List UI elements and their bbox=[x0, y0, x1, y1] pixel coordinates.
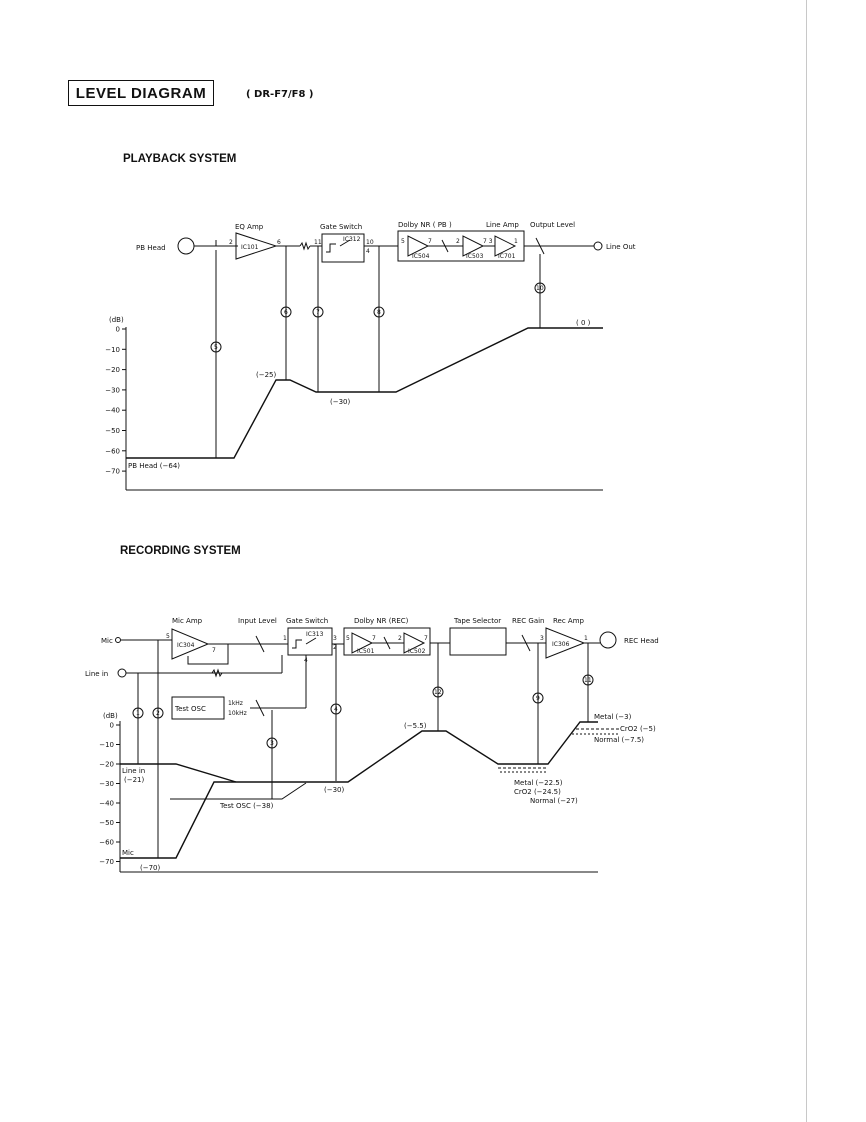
level-label-line-in-value: (−21) bbox=[124, 776, 145, 784]
test-osc-label: Test OSC bbox=[175, 705, 206, 713]
axis-tick-label: −30 bbox=[105, 386, 120, 395]
level-label-test-osc: Test OSC (−38) bbox=[220, 802, 274, 810]
level-label-dolby: (−5.5) bbox=[404, 722, 427, 730]
tape-selector-box bbox=[450, 628, 506, 655]
pin-label: 7 bbox=[372, 635, 376, 642]
pb-head-icon bbox=[178, 238, 194, 254]
pin-label: 2 bbox=[229, 239, 233, 246]
marker-label: 6 bbox=[284, 309, 288, 316]
level-label-mic-value: (−70) bbox=[140, 864, 161, 872]
rec-dolby-label: Dolby NR (REC) bbox=[354, 617, 409, 625]
recording-block-diagram bbox=[85, 617, 659, 719]
pin-label: 7 3 bbox=[483, 238, 493, 245]
marker-label: 1 bbox=[136, 710, 140, 717]
level-label-cro2-head: CrO2 (−5) bbox=[620, 725, 656, 733]
pb-head-label: PB Head bbox=[136, 244, 166, 252]
pin-label: 5 bbox=[166, 633, 170, 640]
level-label-line-in: Line in bbox=[122, 767, 146, 775]
level-label-mic: Mic bbox=[122, 849, 134, 857]
resistor-icon bbox=[300, 243, 310, 249]
rec-gain-label: REC Gain bbox=[512, 617, 545, 625]
playback-block-diagram bbox=[136, 221, 636, 262]
pin-label: 10 bbox=[366, 239, 374, 246]
tape-selector-label: Tape Selector bbox=[454, 617, 502, 625]
level-label-eq: (−25) bbox=[256, 371, 277, 379]
test-osc-level-curve bbox=[170, 783, 306, 799]
pin-label: 5 bbox=[401, 238, 405, 245]
marker-label: 4 bbox=[334, 706, 338, 713]
axis-tick-label: −20 bbox=[99, 760, 114, 769]
pin-label: 1 bbox=[584, 635, 588, 642]
mic-label: Mic bbox=[101, 637, 113, 645]
ic503-label: IC503 bbox=[466, 253, 484, 260]
playback-level-curve bbox=[126, 328, 603, 458]
axis-tick-label: −60 bbox=[105, 447, 120, 456]
pin-label: 7 bbox=[428, 238, 432, 245]
level-label-normal-head: Normal (−7.5) bbox=[594, 736, 645, 744]
axis-tick-label: −10 bbox=[105, 345, 120, 354]
rec-amp-label: Rec Amp bbox=[553, 617, 584, 625]
switch-icon bbox=[292, 638, 316, 648]
line-in-label: Line in bbox=[85, 670, 109, 678]
ic304-label: IC304 bbox=[177, 642, 195, 649]
ic701-label: IC701 bbox=[498, 253, 516, 260]
pin-label: 2 bbox=[333, 644, 337, 651]
marker-label: 5 bbox=[214, 344, 218, 351]
pin-label: 4 bbox=[366, 248, 370, 255]
line-out-jack-icon bbox=[594, 242, 602, 250]
level-label-mid: (−30) bbox=[330, 398, 351, 406]
level-label-metal-head: Metal (−3) bbox=[594, 713, 632, 721]
pin-label: 1 bbox=[514, 238, 518, 245]
pin-label: 3 bbox=[333, 635, 337, 642]
playback-heading: PLAYBACK SYSTEM bbox=[123, 153, 237, 165]
line-amp-label: Line Amp bbox=[486, 221, 519, 229]
osc-1k-label: 1kHz bbox=[228, 700, 243, 707]
rec-gate-switch-label: Gate Switch bbox=[286, 617, 329, 625]
axis-tick-label: −70 bbox=[99, 858, 114, 866]
line-in-jack-icon bbox=[118, 669, 126, 677]
marker-label: 11 bbox=[584, 677, 592, 684]
marker-label: 9 bbox=[536, 695, 540, 702]
axis-tick-label: −20 bbox=[105, 366, 120, 375]
axis-tick-label: −10 bbox=[99, 741, 114, 749]
pin-label: 3 bbox=[540, 635, 544, 642]
pin-label: 1 bbox=[283, 635, 287, 642]
pin-label: 2 bbox=[456, 238, 460, 245]
eq-amp-label: EQ Amp bbox=[235, 223, 264, 231]
marker-label: 2 bbox=[156, 710, 160, 717]
model-number: ( DR-F7/F8 ) bbox=[246, 89, 314, 100]
axis-tick-label: −40 bbox=[105, 406, 120, 415]
pin-label: 6 bbox=[277, 239, 281, 246]
marker-label: 8 bbox=[377, 309, 381, 316]
recording-heading: RECORDING SYSTEM bbox=[120, 545, 241, 557]
pin-label: 2 bbox=[398, 635, 402, 642]
marker-label: 3 bbox=[270, 740, 274, 747]
ic101-label: IC101 bbox=[241, 244, 259, 251]
axis-tick-label: 0 bbox=[109, 721, 114, 730]
level-label-metal-tape: Metal (−22.5) bbox=[514, 779, 563, 787]
axis-tick-label: −60 bbox=[99, 838, 114, 847]
osc-10k-label: 10kHz bbox=[228, 710, 247, 717]
rec-head-icon bbox=[600, 632, 616, 648]
axis-unit: (dB) bbox=[103, 712, 118, 720]
output-level-label: Output Level bbox=[530, 221, 576, 229]
axis-tick-label: −30 bbox=[99, 780, 114, 788]
pin-label: 4 bbox=[304, 657, 308, 664]
page-title: LEVEL DIAGRAM bbox=[68, 80, 214, 106]
switch-icon bbox=[326, 240, 350, 252]
axis-tick-label: 0 bbox=[115, 325, 120, 334]
line-out-label: Line Out bbox=[606, 243, 636, 251]
pin-label: 5 bbox=[346, 635, 350, 642]
axis-tick-label: −70 bbox=[105, 467, 120, 476]
pb-dolby-label: Dolby NR ( PB ) bbox=[398, 221, 452, 229]
marker-label: 7 bbox=[316, 309, 320, 316]
ic504-label: IC504 bbox=[412, 253, 430, 260]
pb-gate-switch-label: Gate Switch bbox=[320, 223, 363, 231]
marker-label: 10 bbox=[536, 285, 544, 292]
level-label-pb-head: PB Head (−64) bbox=[128, 462, 181, 470]
pin-label: 7 bbox=[424, 635, 428, 642]
playback-measure-points bbox=[211, 246, 545, 458]
axis-unit: (dB) bbox=[109, 316, 124, 324]
ic501-label: IC501 bbox=[357, 648, 375, 655]
ic313-label: IC313 bbox=[306, 631, 324, 638]
ic502-label: IC502 bbox=[408, 648, 426, 655]
mic-jack-icon bbox=[116, 638, 121, 643]
mic-amp-label: Mic Amp bbox=[172, 617, 203, 625]
marker-label: 12 bbox=[434, 689, 442, 696]
pin-label: 7 bbox=[212, 647, 216, 654]
level-label-gate: (−30) bbox=[324, 786, 345, 794]
level-label-out: ( 0 ) bbox=[576, 319, 591, 327]
pin-label: 11 bbox=[314, 239, 322, 246]
axis-tick-label: −40 bbox=[99, 799, 114, 808]
level-label-cro2-tape: CrO2 (−24.5) bbox=[514, 788, 561, 796]
axis-tick-label: −50 bbox=[105, 427, 120, 435]
axis-tick-label: −50 bbox=[99, 819, 114, 827]
ic306-label: IC306 bbox=[552, 641, 570, 648]
ic312-label: IC312 bbox=[343, 236, 361, 243]
level-label-normal-tape: Normal (−27) bbox=[530, 797, 578, 805]
input-level-label: Input Level bbox=[238, 617, 277, 625]
rec-head-label: REC Head bbox=[624, 637, 659, 645]
